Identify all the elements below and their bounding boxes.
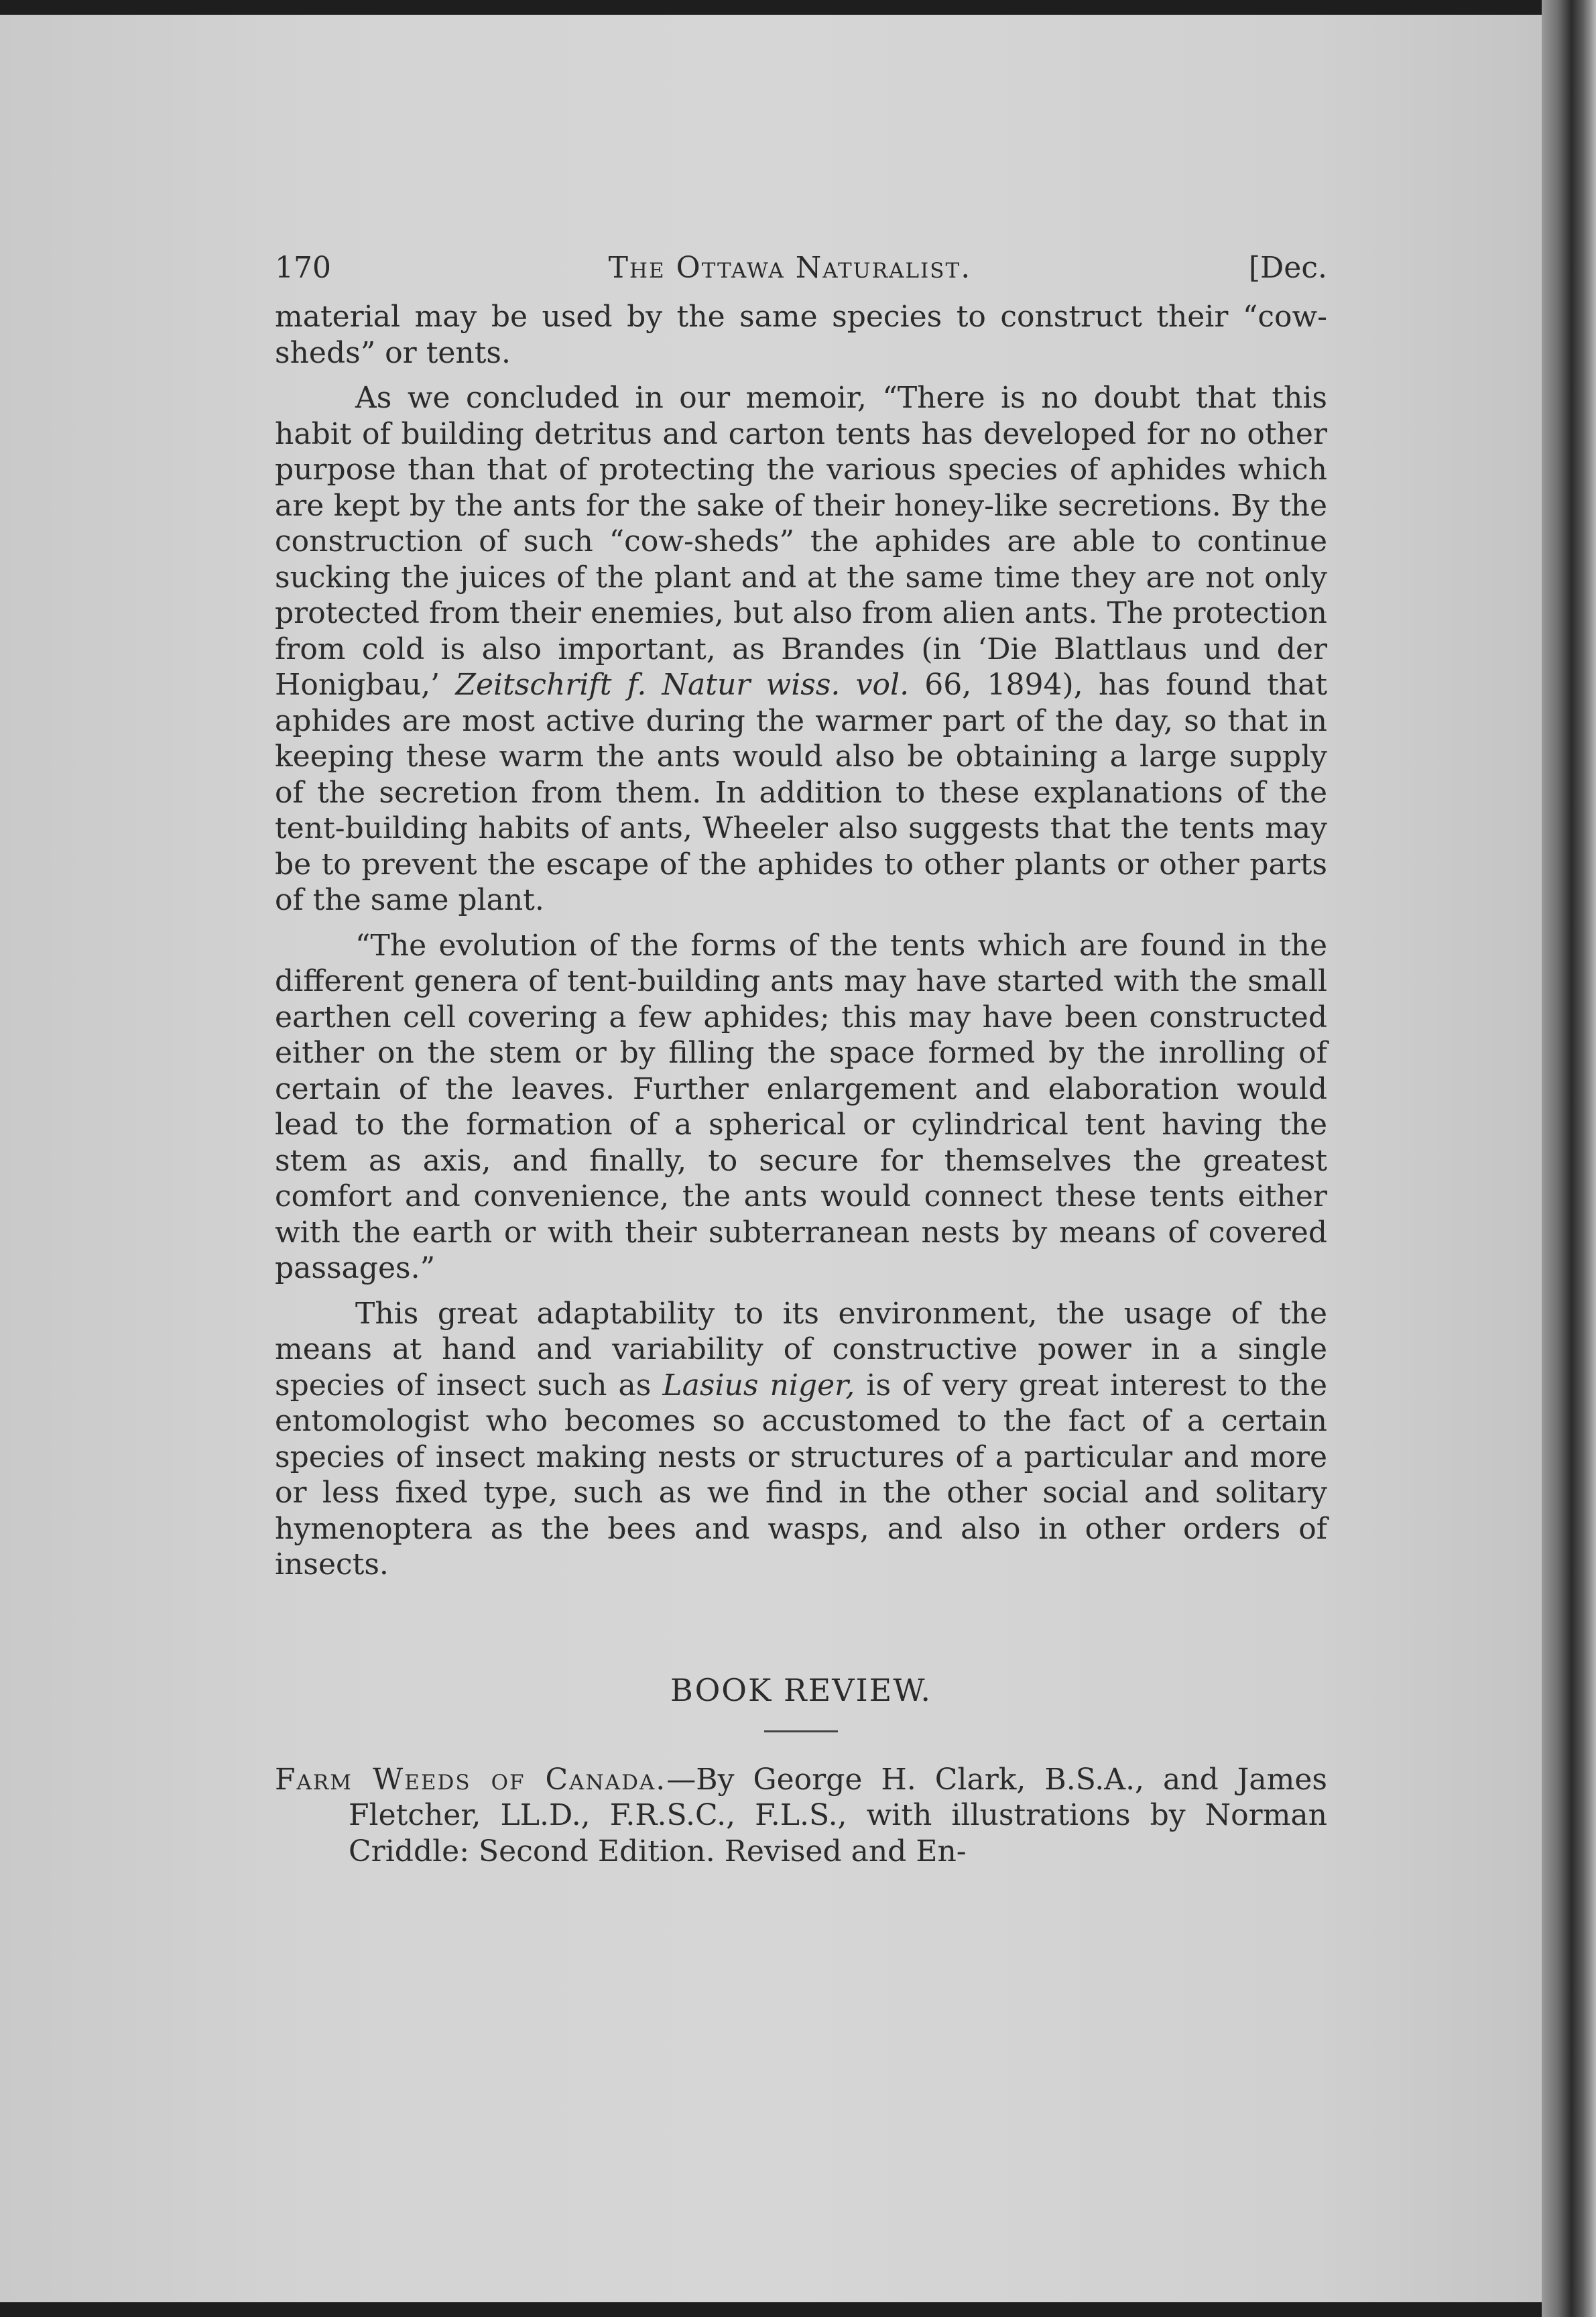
review-book-title: Farm Weeds of Canada.	[275, 1762, 667, 1797]
section-heading: BOOK REVIEW.	[670, 1671, 932, 1708]
page-edge	[1542, 0, 1596, 2317]
paragraph-4-text-b: is of very great interest to the entomologist who becomes so accustomed to the fact of a certain species of insect making nests or structures of a particular and more or less fixed type, such as we find in the other social and solitary hymenoptera as the bees and wasps, and also in other orders of insects.	[275, 1368, 1328, 1582]
heading-rule	[764, 1730, 838, 1732]
paragraph-2-citation: Zeitschrift f. Natur wiss. vol.	[455, 668, 910, 702]
running-head	[275, 248, 1327, 288]
page-number: 170	[275, 251, 331, 285]
paragraph-4	[275, 1296, 1327, 1583]
paragraph-2-text-b: 66, 1894), has found that aphides are most active during the warmer part of the day, so that in keeping these warm the ants would also be obtaining a large supply of the secretion from them. In addition to these explanations of the tent-building habits of ants, Wheeler also suggests that the tents may be to prevent the escape of the aphides to other plants or other parts of the same plant.	[275, 668, 1327, 917]
paragraph-4-text-a: This great adaptability to its environment, the usage of the means at hand and variability of constructive power in a single species of insect such as	[275, 1296, 1327, 1403]
species-name: Lasius niger,	[662, 1368, 855, 1403]
paragraph-3: “The evolution of the forms of the tents which are found in the different genera of tent-building ants may have started with the small earthen cell covering a few aphides; this may have been constructed either on the stem or by filling the space formed by the inrolling of certain of the leaves. Further enlargement and elaboration would lead to the formation of a spherical or cylindrical tent having the stem as axis, and finally, to secure for themselves the greatest comfort and convenience, the ants would connect these tents either with the earth or with their subterranean nests by means of covered passages.”	[275, 928, 1327, 1285]
issue-month: [Dec.	[1248, 251, 1327, 285]
paragraph-2	[275, 380, 1327, 918]
paragraph-1: material may be used by the same species to construct their “cow-sheds” or tents.	[275, 300, 1327, 370]
journal-title: The Ottawa Naturalist.	[608, 251, 972, 285]
page-content	[275, 248, 1327, 1899]
review-entry-text: —By George H. Clark, B.S.A., and James Fletcher, LL.D., F.R.S.C., F.L.S., with illustrations by Norman Criddle: Second Edition. Revised and En-	[349, 1762, 1327, 1868]
paragraph-2-text-a: As we concluded in our memoir, “There is no doubt that this habit of building detritus and carton tents has developed for no other purpose than that of protecting the various species of aphides which are kept by the ants for the sake of their honey-like secretions. By the construction of such “cow-sheds” the aphides are able to continue sucking the juices of the plant and at the same time they are not only protected from their enemies, but also from alien ants. The protection from cold is also important, as Brandes (in ‘Die Blattlaus und der Honigbau,’	[275, 381, 1327, 702]
review-entry	[275, 1762, 1327, 1870]
